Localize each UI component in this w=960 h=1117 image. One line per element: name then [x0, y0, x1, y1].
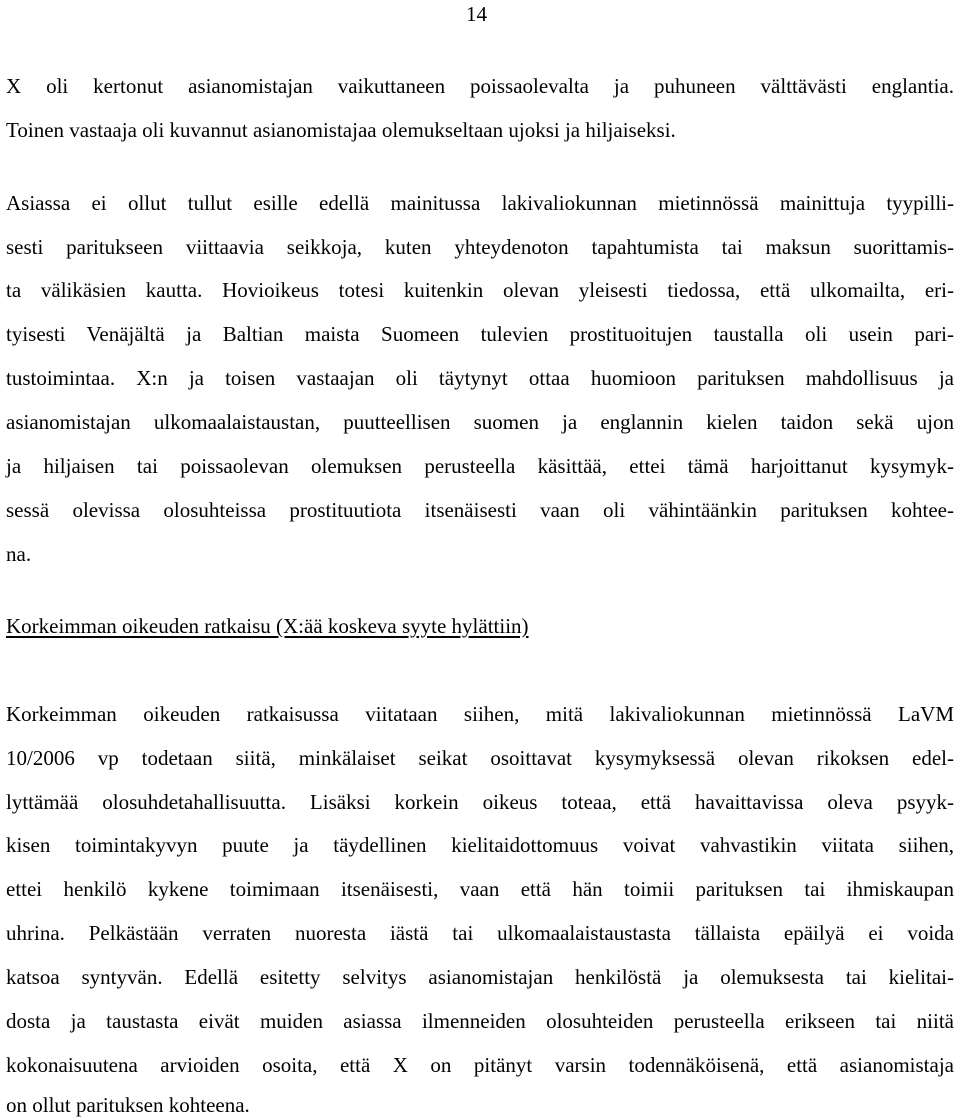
text-line: tustoimintaa. X:n ja toisen vastaajan oli täytynyt ottaa huomioon parituksen mahdollisuus ja — [6, 366, 954, 390]
text-line: on ollut parituksen kohteena. — [6, 1093, 250, 1117]
text-line: sesti paritukseen viittaavia seikkoja, kuten yhteydenoton tapahtumista tai maksun suorittamis- — [6, 235, 954, 259]
text-line: tyisesti Venäjältä ja Baltian maista Suomeen tulevien prostituoitujen taustalla oli usein pari- — [6, 322, 954, 346]
text-line: X oli kertonut asianomistajan vaikuttaneen poissaolevalta ja puhuneen välttävästi englantia. — [6, 74, 954, 98]
text-line: asianomistajan ulkomaalaistaustan, puutteellisen suomen ja englannin kielen taidon sekä ujon — [6, 410, 954, 434]
text-line: uhrina. Pelkästään verraten nuoresta iästä tai ulkomaalaistaustasta tällaista epäilyä ei voida — [6, 921, 954, 945]
text-line: lyttämää olosuhdetahallisuutta. Lisäksi korkein oikeus toteaa, että havaittavissa oleva psyyk- — [6, 790, 954, 814]
page-number: 14 — [466, 2, 487, 26]
text-line: kisen toimintakyvyn puute ja täydellinen kielitaidottomuus voivat vahvastikin viitata siihen, — [6, 833, 954, 857]
text-line: Toinen vastaaja oli kuvannut asianomistajaa olemukseltaan ujoksi ja hiljaiseksi. — [6, 118, 676, 142]
text-line: ja hiljaisen tai poissaolevan olemuksen perusteella käsittää, ettei tämä harjoittanut kysymyk- — [6, 454, 954, 478]
text-line: na. — [6, 542, 32, 566]
text-line: ta välikäsien kautta. Hovioikeus totesi kuitenkin olevan yleisesti tiedossa, että ulkomailta, eri- — [6, 278, 954, 302]
text-line: Korkeimman oikeuden ratkaisussa viitataan siihen, mitä lakivaliokunnan mietinnössä LaVM — [6, 702, 954, 726]
text-line: ettei henkilö kykene toimimaan itsenäisesti, vaan että hän toimii parituksen tai ihmiskaupan — [6, 877, 954, 901]
text-line: katsoa syntyvän. Edellä esitetty selvitys asianomistajan henkilöstä ja olemuksesta tai kielitai- — [6, 965, 954, 989]
text-line: 10/2006 vp todetaan siitä, minkälaiset seikat osoittavat kysymyksessä olevan rikoksen edel- — [6, 746, 954, 770]
text-line: Asiassa ei ollut tullut esille edellä mainitussa lakivaliokunnan mietinnössä mainittuja tyypilli- — [6, 191, 954, 215]
text-line: dosta ja taustasta eivät muiden asiassa ilmenneiden olosuhteiden perusteella erikseen tai niitä — [6, 1009, 954, 1033]
section-heading: Korkeimman oikeuden ratkaisu (X:ää koskeva syyte hylättiin) — [6, 614, 529, 638]
text-line: kokonaisuutena arvioiden osoita, että X on pitänyt varsin todennäköisenä, että asianomistaja — [6, 1053, 954, 1077]
text-line: sessä olevissa olosuhteissa prostituutiota itsenäisesti vaan oli vähintäänkin parituksen kohtee- — [6, 498, 954, 522]
